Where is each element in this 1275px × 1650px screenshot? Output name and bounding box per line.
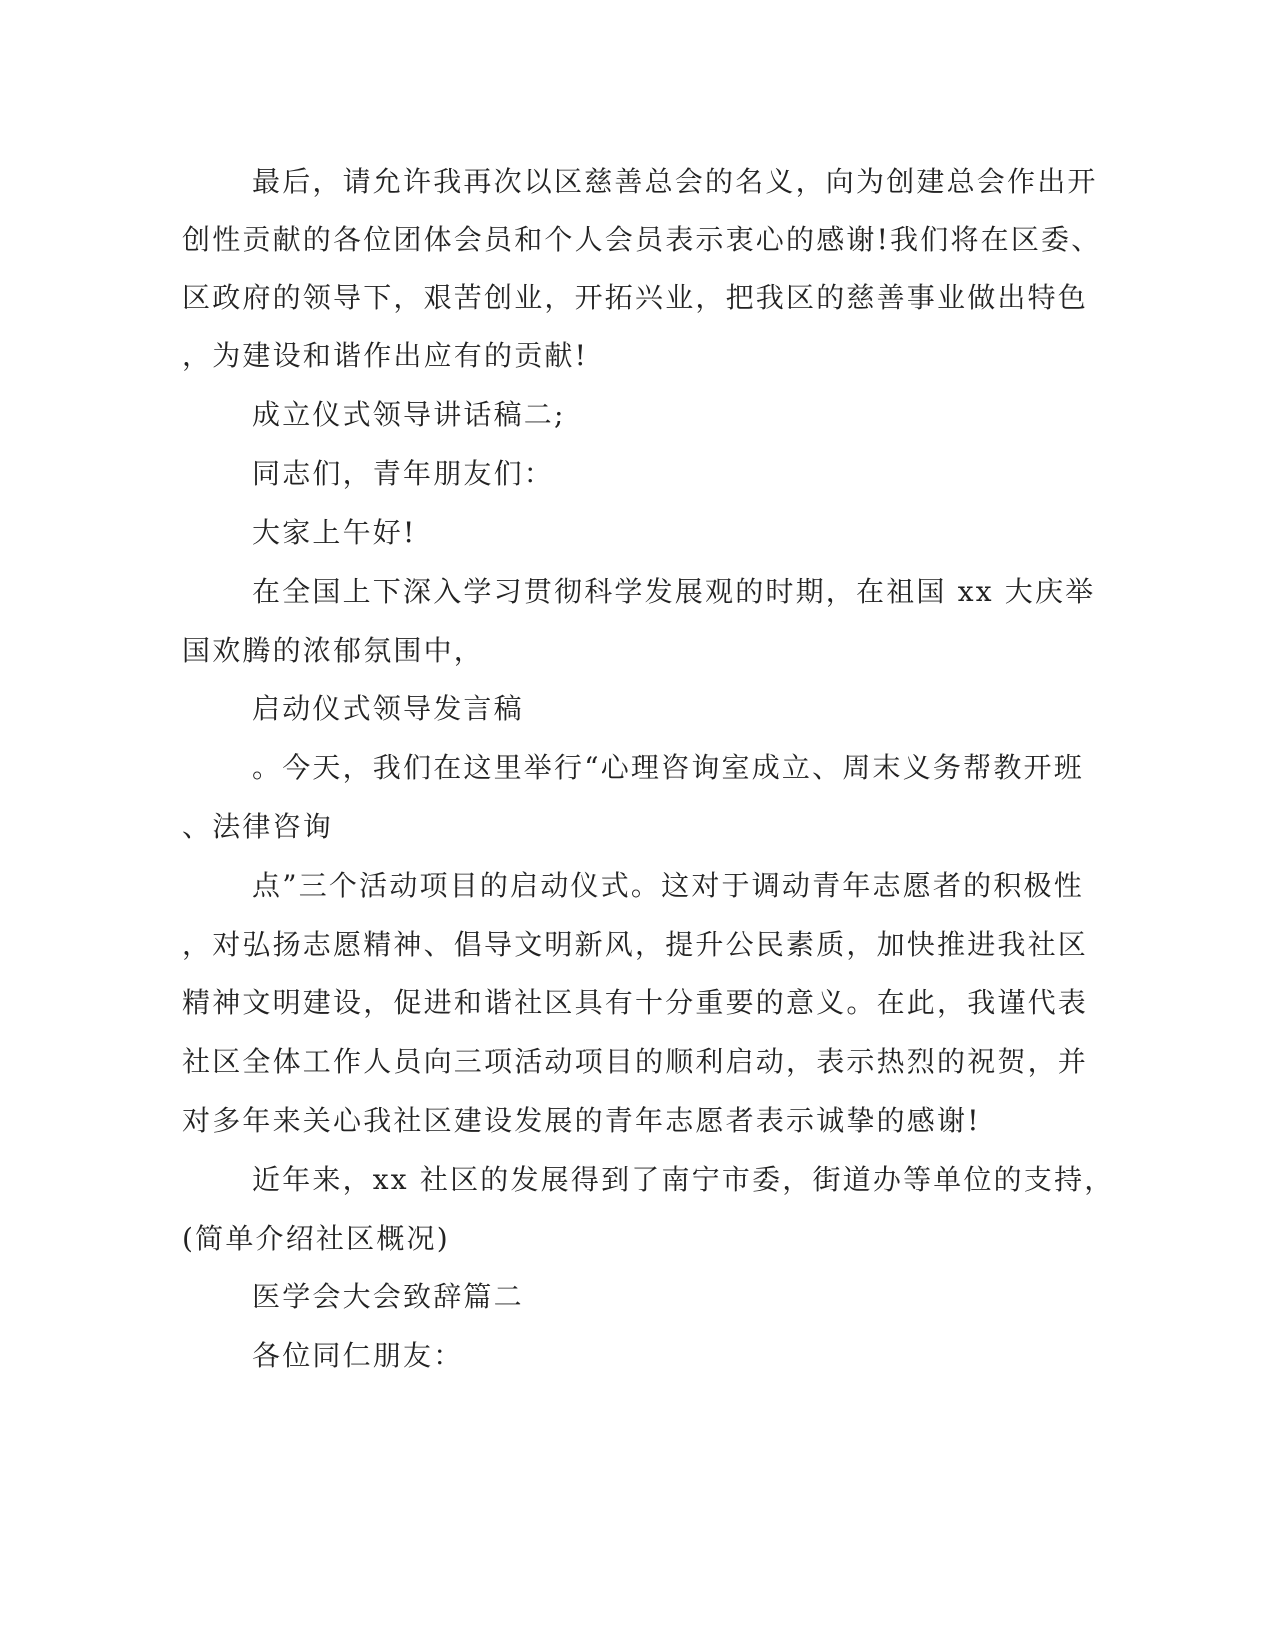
paragraph-line: 在全国上下深入学习贯彻科学发展观的时期，在祖国 xx 大庆举 bbox=[252, 575, 1096, 608]
paragraph-line: 精神文明建设，促进和谐社区具有十分重要的意义。在此，我谨代表 bbox=[182, 986, 1089, 1019]
paragraph-line: 区政府的领导下，艰苦创业，开拓兴业，把我区的慈善事业做出特色 bbox=[182, 281, 1089, 314]
paragraph-line: 、法律咨询 bbox=[182, 810, 334, 843]
heading-line: 医学会大会致辞篇二 bbox=[252, 1280, 524, 1313]
paragraph-line: 社区全体工作人员向三项活动项目的顺利启动，表示热烈的祝贺，并 bbox=[182, 1045, 1089, 1078]
paragraph-line: 对多年来关心我社区建设发展的青年志愿者表示诚挚的感谢! bbox=[182, 1104, 981, 1137]
heading-line: 成立仪式领导讲话稿二; bbox=[252, 398, 566, 431]
salutation-line: 各位同仁朋友： bbox=[252, 1339, 464, 1372]
paragraph-line: 点”三个活动项目的启动仪式。这对于调动青年志愿者的积极性 bbox=[252, 869, 1084, 902]
paragraph-line: ，对弘扬志愿精神、倡导文明新风，提升公民素质，加快推进我社区 bbox=[182, 928, 1089, 961]
paragraph-line: (简单介绍社区概况) bbox=[182, 1222, 450, 1255]
paragraph-line: 。今天，我们在这里举行“心理咨询室成立、周末义务帮教开班 bbox=[252, 751, 1084, 784]
paragraph-line: 近年来，xx 社区的发展得到了南宁市委，街道办等单位的支持， bbox=[252, 1163, 1115, 1196]
greeting-line: 大家上午好! bbox=[252, 516, 417, 549]
paragraph-line: 创性贡献的各位团体会员和个人会员表示衷心的感谢!我们将在区委、 bbox=[182, 223, 1102, 256]
salutation-line: 同志们，青年朋友们： bbox=[252, 457, 555, 490]
paragraph-line: ，为建设和谐作出应有的贡献! bbox=[182, 339, 589, 372]
paragraph-line: 国欢腾的浓郁氛围中， bbox=[182, 634, 485, 667]
heading-line: 启动仪式领导发言稿 bbox=[252, 692, 524, 725]
paragraph-line: 最后，请允许我再次以区慈善总会的名义，向为创建总会作出开 bbox=[252, 165, 1098, 198]
